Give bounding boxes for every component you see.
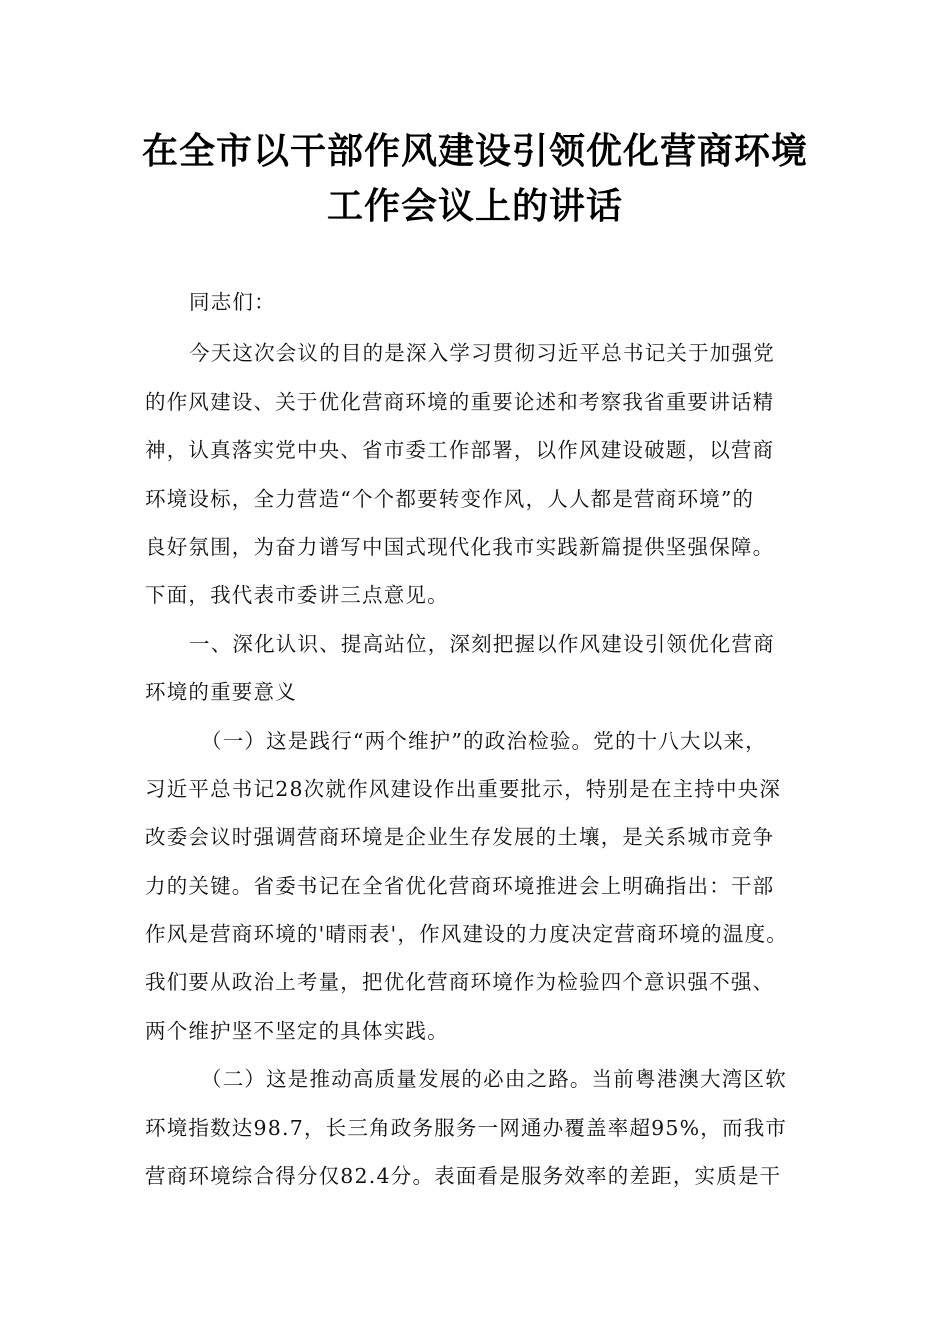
paragraph-line: （二）这是推动高质量发展的必由之路。当前粤港澳大湾区软 <box>201 1067 787 1092</box>
document-title-line-2: 工作会议上的讲话 <box>326 186 623 227</box>
paragraph-line: 作风是营商环境的'晴雨表'，作风建设的力度决定营商环境的温度。 <box>145 922 788 947</box>
paragraph-line: 改委会议时强调营商环境是企业生存发展的土壤，是关系城市竞争 <box>145 825 775 850</box>
paragraph-line: 力的关键。省委书记在全省优化营商环境推进会上明确指出：干部 <box>145 873 775 898</box>
paragraph-line: 环境设标，全力营造“个个都要转变作风，人人都是营商环境”的 <box>145 486 755 511</box>
paragraph-line: 的作风建设、关于优化营商环境的重要论述和考察我省重要讲话精 <box>145 389 775 414</box>
paragraph-line: 神，认真落实党中央、省市委工作部署，以作风建设破题，以营商 <box>145 438 775 463</box>
paragraph-line: 下面，我代表市委讲三点意见。 <box>145 583 449 608</box>
document-title-line-1: 在全市以干部作风建设引领优化营商环境 <box>141 131 808 172</box>
paragraph-line: 我们要从政治上考量，把优化营商环境作为检验四个意识强不强、 <box>145 970 775 995</box>
paragraph-line: （一）这是践行“两个维护”的政治检验。党的十八大以来， <box>201 728 767 753</box>
paragraph-line: 习近平总书记28次就作风建设作出重要批示，特别是在主持中央深 <box>145 776 782 801</box>
paragraph-line: 营商环境综合得分仅82.4分。表面看是服务效率的差距，实质是干 <box>145 1164 782 1189</box>
paragraph-line: 两个维护坚不坚定的具体实践。 <box>145 1018 449 1043</box>
document-body <box>145 278 815 1200</box>
section-heading-line: 一、深化认识、提高站位，深刻把握以作风建设引领优化营商 <box>189 631 775 656</box>
paragraph-line: 良好氛围，为奋力谱写中国式现代化我市实践新篇提供坚强保障。 <box>145 534 775 559</box>
salutation: 同志们： <box>189 290 276 314</box>
paragraph-line: 今天这次会议的目的是深入学习贯彻习近平总书记关于加强党 <box>189 341 775 366</box>
section-heading-line: 环境的重要意义 <box>145 680 297 705</box>
paragraph-line: 环境指数达98.7，长三角政务服务一网通办覆盖率超95%，而我市 <box>145 1115 788 1140</box>
